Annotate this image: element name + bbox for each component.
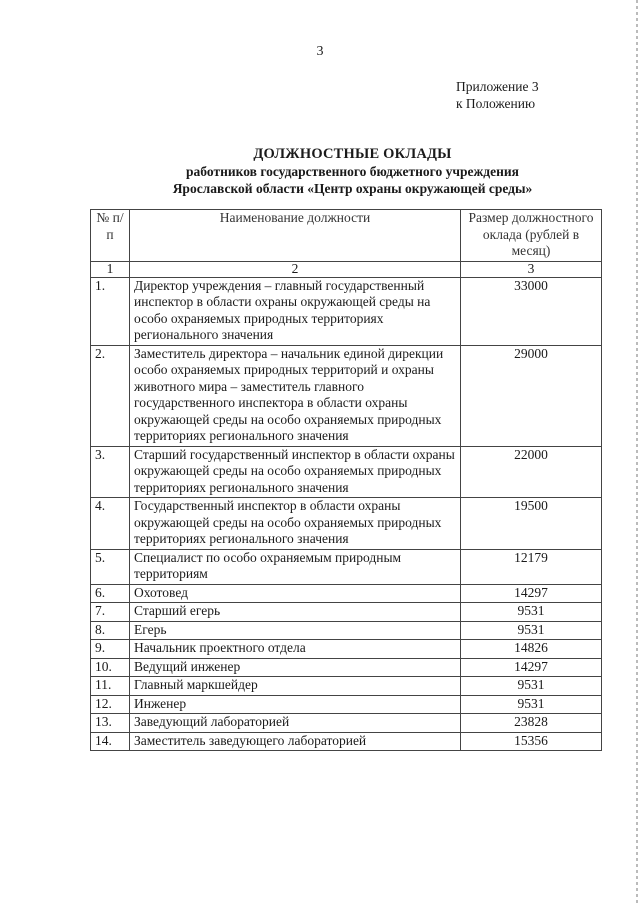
- appendix-line-1: Приложение 3: [456, 79, 539, 94]
- index-col-1: 1: [91, 261, 130, 277]
- row-position: Главный маркшейдер: [130, 677, 461, 696]
- title-subtitle-2: Ярославской области «Центр охраны окружающей среды»: [172, 181, 533, 196]
- page-number: 3: [316, 44, 324, 59]
- table-row: [91, 498, 602, 550]
- table-row: [91, 446, 602, 498]
- table-row: [91, 549, 602, 584]
- table-row: [91, 584, 602, 603]
- index-col-3: 3: [461, 261, 602, 277]
- row-position: Заместитель заведующего лабораторией: [130, 732, 461, 751]
- row-salary: 14297: [461, 584, 602, 603]
- row-salary: 15356: [461, 732, 602, 751]
- row-salary: 22000: [461, 446, 602, 498]
- row-num: 10.: [91, 658, 130, 677]
- row-num: 3.: [91, 446, 130, 498]
- table-row: [91, 714, 602, 733]
- row-position: Государственный инспектор в области охраны окружающей среды на особо охраняемых природных территориях регионального значения: [130, 498, 461, 550]
- row-position: Старший егерь: [130, 603, 461, 622]
- table-row: [91, 640, 602, 659]
- row-position: Начальник проектного отдела: [130, 640, 461, 659]
- row-position: Старший государственный инспектор в области охраны окружающей среды на особо охраняемых природных территориях регионального значения: [130, 446, 461, 498]
- row-num: 9.: [91, 640, 130, 659]
- row-salary: 12179: [461, 549, 602, 584]
- appendix-line-2: к Положению: [456, 96, 536, 111]
- row-num: 8.: [91, 621, 130, 640]
- row-num: 12.: [91, 695, 130, 714]
- appendix-note: [456, 78, 539, 112]
- salary-table: [90, 209, 602, 751]
- row-position: Егерь: [130, 621, 461, 640]
- header-salary: Размер должностного оклада (рублей в месяц): [461, 210, 602, 262]
- row-salary: 23828: [461, 714, 602, 733]
- row-salary: 19500: [461, 498, 602, 550]
- row-position: Специалист по особо охраняемым природным территориям: [130, 549, 461, 584]
- row-position: Заведующий лабораторией: [130, 714, 461, 733]
- row-num: 2.: [91, 345, 130, 446]
- row-num: 4.: [91, 498, 130, 550]
- title-main: ДОЛЖНОСТНЫЕ ОКЛАДЫ: [253, 146, 452, 162]
- table-row: [91, 277, 602, 345]
- table-row: [91, 603, 602, 622]
- row-num: 6.: [91, 584, 130, 603]
- table-row: [91, 621, 602, 640]
- row-num: 11.: [91, 677, 130, 696]
- table-header-row: [91, 210, 602, 262]
- header-position: Наименование должности: [130, 210, 461, 262]
- row-salary: 29000: [461, 345, 602, 446]
- scan-edge: [636, 0, 638, 905]
- row-salary: 9531: [461, 603, 602, 622]
- row-position: Ведущий инженер: [130, 658, 461, 677]
- row-salary: 14826: [461, 640, 602, 659]
- row-position: Заместитель директора – начальник единой дирекции особо охраняемых природных территорий и охраны животного мира – заместитель главного государственного инспектора в области охраны окружающей среды на особо охраняемых природных территориях регионального значения: [130, 345, 461, 446]
- row-num: 1.: [91, 277, 130, 345]
- header-num: № п/п: [91, 210, 130, 262]
- row-salary: 33000: [461, 277, 602, 345]
- table-row: [91, 677, 602, 696]
- row-salary: 9531: [461, 677, 602, 696]
- table-row: [91, 345, 602, 446]
- row-num: 7.: [91, 603, 130, 622]
- row-salary: 9531: [461, 621, 602, 640]
- title-subtitle-1: работников государственного бюджетного учреждения: [186, 164, 519, 179]
- row-num: 5.: [91, 549, 130, 584]
- row-num: 13.: [91, 714, 130, 733]
- document-title: [0, 145, 640, 197]
- table-index-row: [91, 261, 602, 277]
- table-row: [91, 732, 602, 751]
- row-salary: 14297: [461, 658, 602, 677]
- row-num: 14.: [91, 732, 130, 751]
- table-row: [91, 658, 602, 677]
- row-salary: 9531: [461, 695, 602, 714]
- row-position: Охотовед: [130, 584, 461, 603]
- table-row: [91, 695, 602, 714]
- index-col-2: 2: [130, 261, 461, 277]
- row-position: Инженер: [130, 695, 461, 714]
- row-position: Директор учреждения – главный государственный инспектор в области охраны окружающей среды на особо охраняемых природных территориях регионального значения: [130, 277, 461, 345]
